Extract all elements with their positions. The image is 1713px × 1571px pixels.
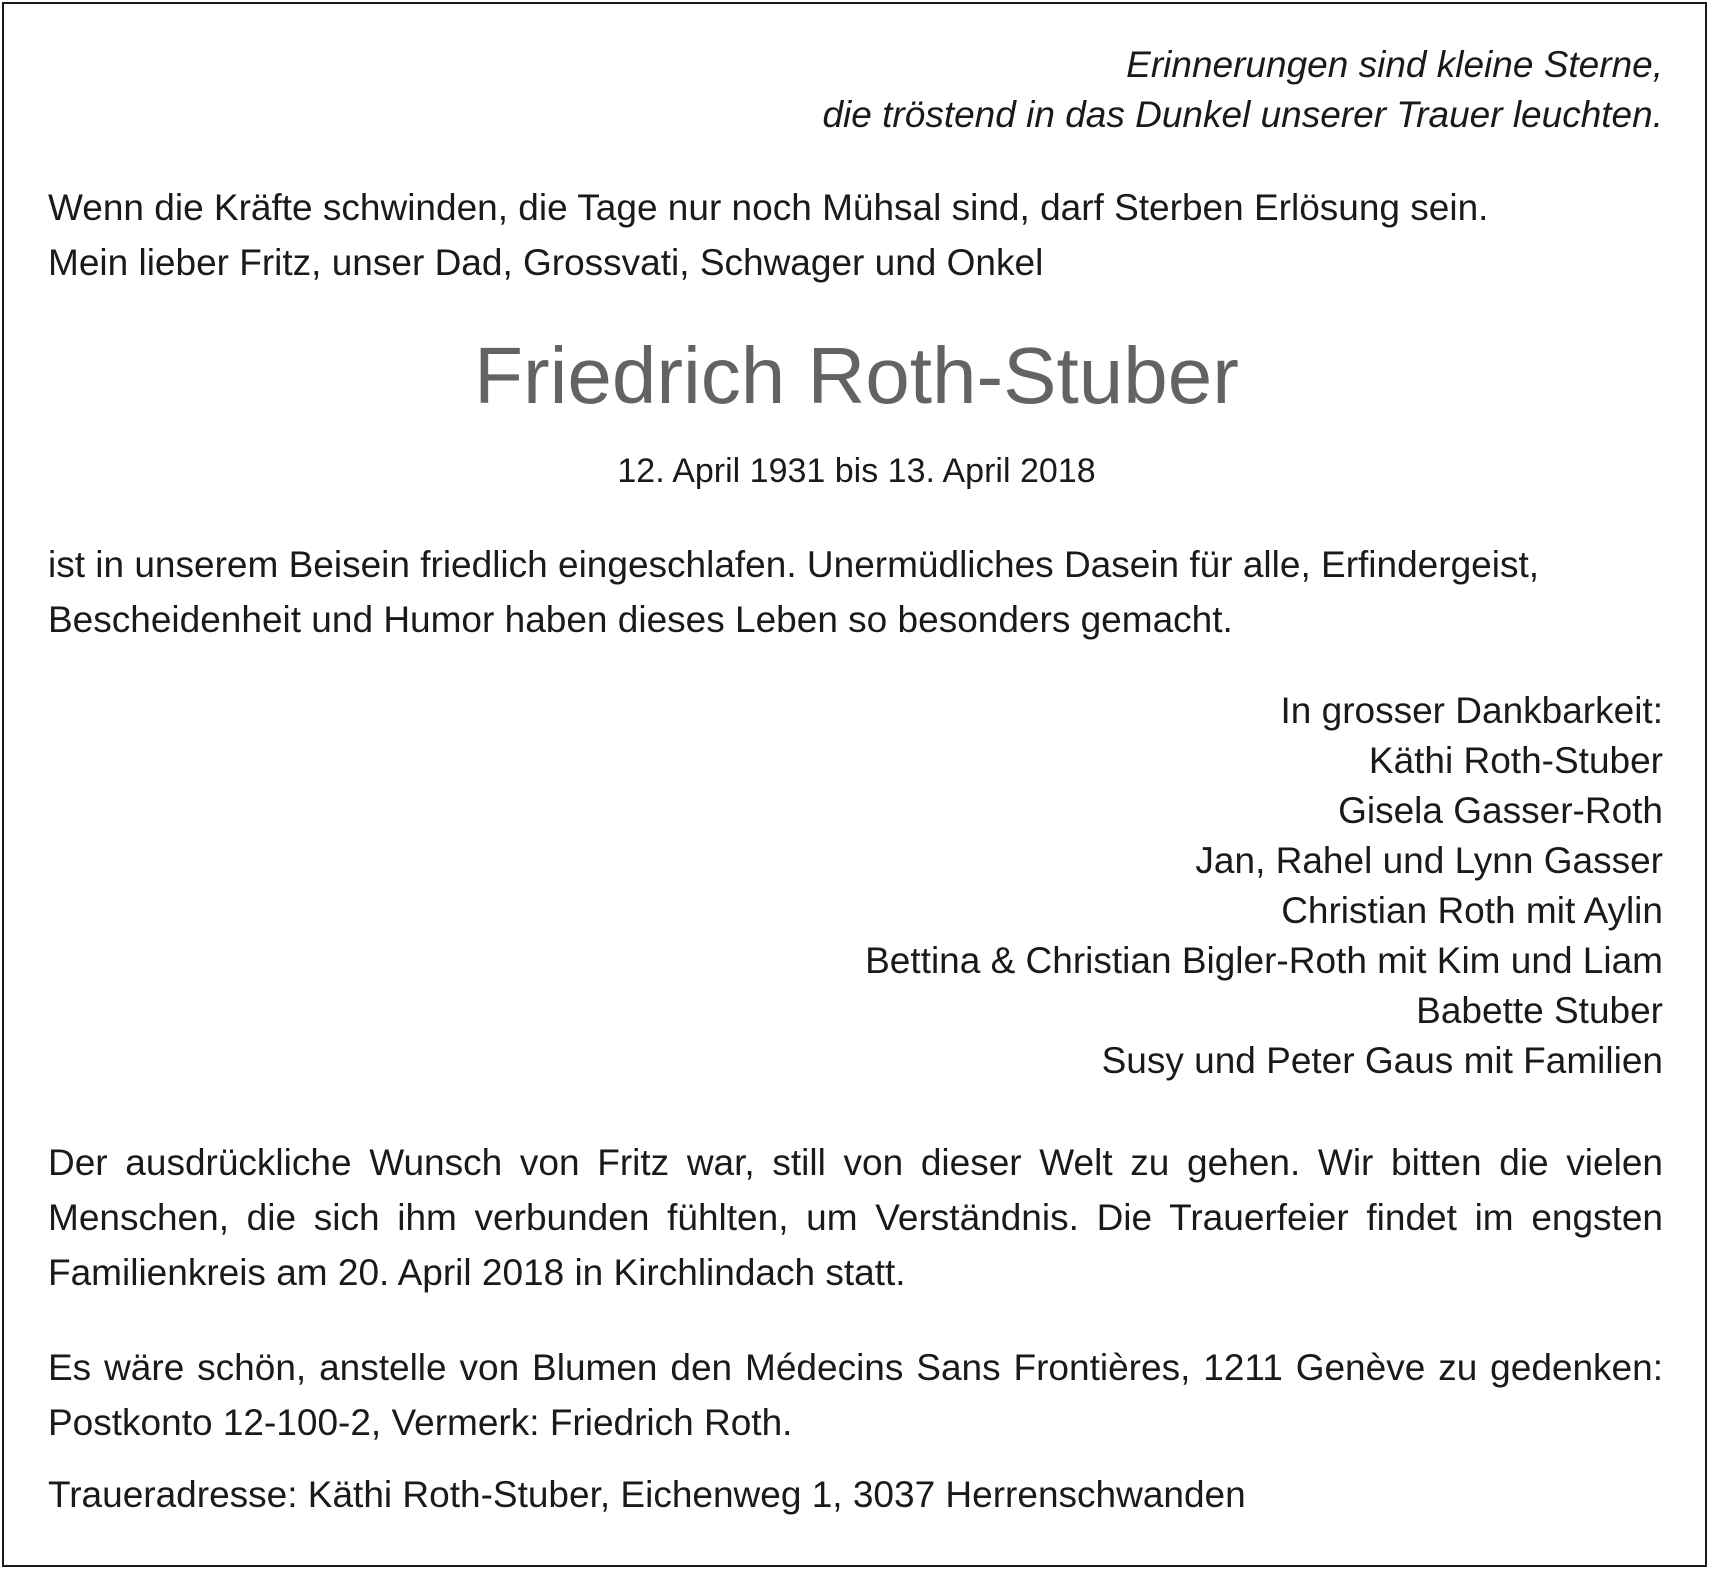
life-dates: 12. April 1931 bis 13. April 2018 [617, 452, 1096, 490]
mourning-address: Traueradresse: Käthi Roth-Stuber, Eichenweg 1, 3037 Herrenschwanden [48, 1474, 1246, 1515]
mourner-name: Babette Stuber [1416, 990, 1663, 1031]
passing-text [48, 537, 1539, 647]
mourner-name: Jan, Rahel und Lynn Gasser [1195, 840, 1663, 881]
mourner-name: Käthi Roth-Stuber [1368, 740, 1663, 781]
deceased-name: Friedrich Roth-Stuber [474, 331, 1239, 420]
intro-line: Wenn die Kräfte schwinden, die Tage nur noch Mühsal sind, darf Sterben Erlösung sein. [48, 187, 1489, 228]
passing-line: Bescheidenheit und Humor haben dieses Leben so besonders gemacht. [48, 599, 1233, 640]
mourners-list [865, 686, 1663, 1086]
mourners-heading: In grosser Dankbarkeit: [1280, 690, 1663, 731]
mourner-name: Gisela Gasser-Roth [1338, 790, 1663, 831]
mourner-name: Bettina & Christian Bigler-Roth mit Kim und Liam [865, 940, 1663, 981]
motto-line: die tröstend in das Dunkel unserer Trauer leuchten. [822, 94, 1663, 135]
mourner-name: Susy und Peter Gaus mit Familien [1101, 1040, 1663, 1081]
passing-line: ist in unserem Beisein friedlich eingeschlafen. Unermüdliches Dasein für alle, Erfindergeist, [48, 544, 1540, 585]
motto-quote [822, 40, 1663, 140]
mourner-name: Christian Roth mit Aylin [1281, 890, 1663, 931]
motto-line: Erinnerungen sind kleine Sterne, [1126, 44, 1663, 85]
intro-line: Mein lieber Fritz, unser Dad, Grossvati, Schwager und Onkel [48, 242, 1044, 283]
intro-text [48, 180, 1488, 290]
donation-paragraph: Es wäre schön, anstelle von Blumen den Médecins Sans Frontières, 1211 Genève zu gedenken: Postkonto 12-100-2, Vermerk: Friedrich Roth. [48, 1347, 1663, 1443]
wish-paragraph: Der ausdrückliche Wunsch von Fritz war, still von dieser Welt zu gehen. Wir bitten die vielen Menschen, die sich ihm verbunden fühlten, um Verständnis. Die Trauerfeier findet im engsten Familienkreis am 20. April 2018 in Kirchlindach statt. [48, 1142, 1663, 1293]
